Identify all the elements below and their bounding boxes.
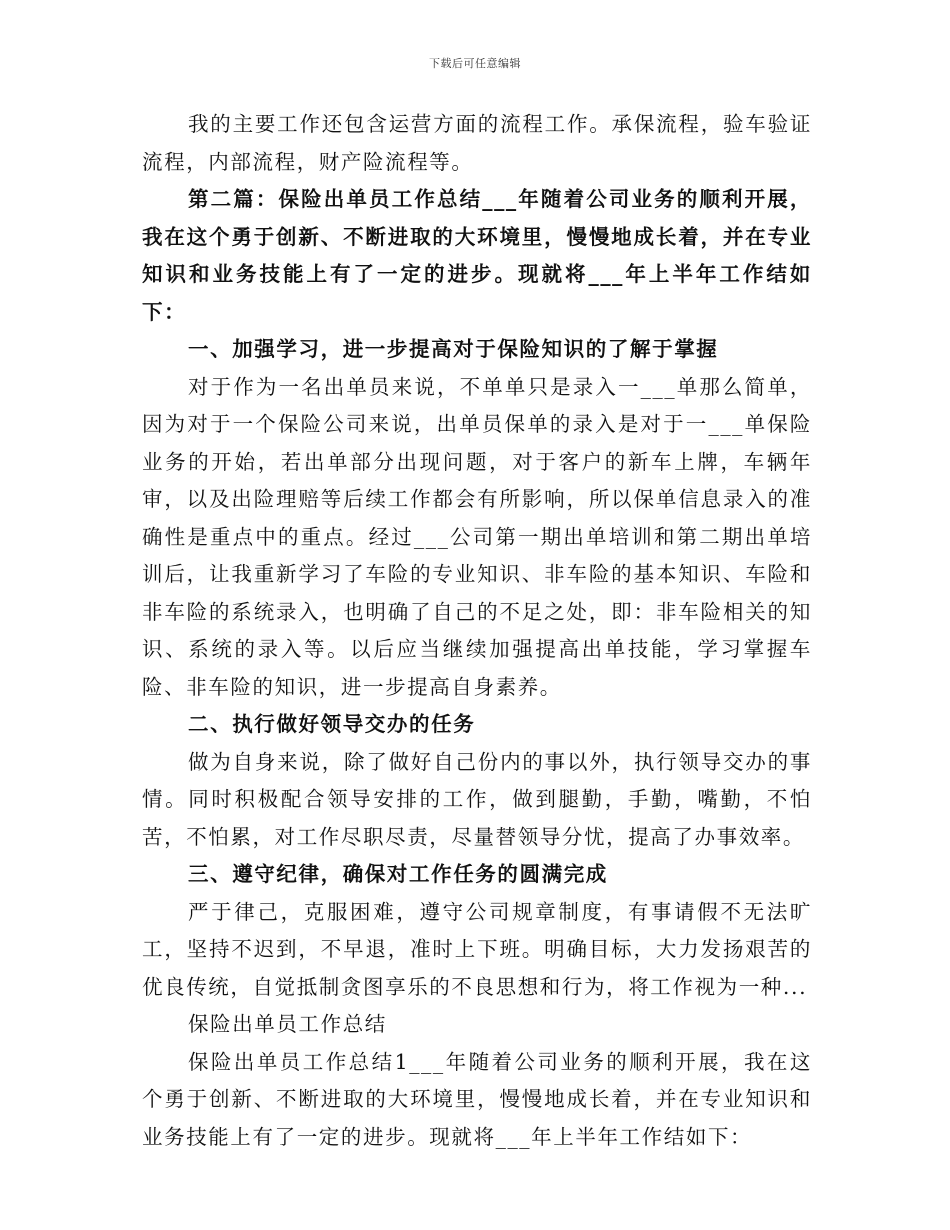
paragraph-operations-intro: 我的主要工作还包含运营方面的流程工作。承保流程，验车验证流程，内部流程，财产险流程等。 <box>142 112 812 174</box>
paragraph-discipline: 严于律己，克服困难，遵守公司规章制度，有事请假不无法旷工，坚持不迟到，不早退，准时上下班。明确目标，大力发扬艰苦的优良传统，自觉抵制贪图享乐的不良思想和行为，将工作视为一种... <box>142 899 812 999</box>
header-note: 下载后可任意编辑 <box>429 57 521 70</box>
section-heading-discipline: 三、遵守纪律，确保对工作任务的圆满完成 <box>188 862 608 886</box>
document-body <box>142 106 812 1156</box>
paragraph-second-article-lead: 第二篇：保险出单员工作总结___年随着公司业务的顺利开展，我在这个勇于创新、不断进取的大环境里，慢慢地成长着，并在专业知识和业务技能上有了一定的进步。现就将___年上半年工作结如下： <box>142 187 812 324</box>
section-heading-learning: 一、加强学习，进一步提高对于保险知识的了解于掌握 <box>188 337 719 361</box>
paragraph-learning: 对于作为一名出单员来说，不单单只是录入一___单那么简单，因为对于一个保险公司来说，出单员保单的录入是对于一___单保险业务的开始，若出单部分出现问题，对于客户的新车上牌，车辆年审，以及出险理赔等后续工作都会有所影响，所以保单信息录入的准确性是重点中的重点。经过___公司第一期出单培训和第二期出单培训后，让我重新学习了车险的专业知识、非车险的基本知识、车险和非车险的系统录入，也明确了自己的不足之处，即：非车险相关的知识、系统的录入等。以后应当继续加强提高出单技能，学习掌握车险、非车险的知识，进一步提高自身素养。 <box>142 374 812 699</box>
paragraph-summary-one: 保险出单员工作总结1___年随着公司业务的顺利开展，我在这个勇于创新、不断进取的大环境里，慢慢地成长着，并在专业知识和业务技能上有了一定的进步。现就将___年上半年工作结如下： <box>142 1049 812 1149</box>
section-title-summary: 保险出单员工作总结 <box>188 1012 387 1036</box>
paragraph-leadership-tasks: 做为自身来说，除了做好自己份内的事以外，执行领导交办的事情。同时积极配合领导安排的工作，做到腿勤，手勤，嘴勤，不怕苦，不怕累，对工作尽职尽责，尽量替领导分忧，提高了办事效率。 <box>142 749 812 849</box>
section-heading-leadership-tasks: 二、执行做好领导交办的任务 <box>188 712 476 736</box>
